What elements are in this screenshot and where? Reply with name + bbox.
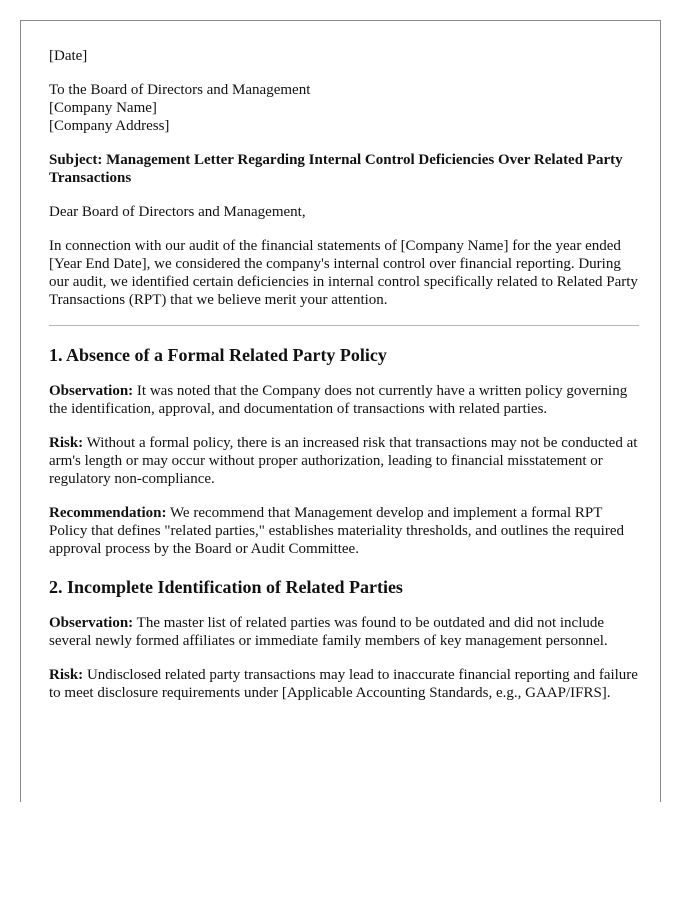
observation-label: Observation:: [49, 383, 134, 399]
subject-line: [49, 151, 639, 187]
recipient-block: [49, 81, 639, 135]
observation-label: Observation:: [49, 615, 134, 631]
subject-text: Management Letter Regarding Internal Control Deficiencies Over Related Party Transactions: [49, 152, 623, 186]
observation-paragraph-2: [49, 614, 639, 650]
observation-text: It was noted that the Company does not currently have a written policy governing the identification, approval, and documentation of transactions with related parties.: [49, 383, 628, 417]
risk-label: Risk:: [49, 435, 84, 451]
company-address-line: [Company Address]: [49, 118, 170, 134]
intro-paragraph: In connection with our audit of the financial statements of [Company Name] for the year ended [Year End Date], we considered the company's internal control over financial reporting. During our audit, we identified certain deficiencies in internal control specifically related to Related Party Transactions (RPT) that we believe merit your attention.: [49, 238, 638, 308]
risk-text: Undisclosed related party transactions may lead to inaccurate financial reporting and failure to meet disclosure requirements under [Applicable Accounting Standards, e.g., GAAP/IFRS].: [49, 667, 638, 701]
section-divider: [49, 325, 639, 326]
recommendation-paragraph-1: [49, 504, 639, 558]
risk-paragraph-2: [49, 666, 639, 702]
recommendation-label: Recommendation:: [49, 505, 167, 521]
letter-date: [Date]: [49, 48, 88, 64]
section-heading-1: 1. Absence of a Formal Related Party Policy: [49, 345, 387, 365]
risk-text: Without a formal policy, there is an increased risk that transactions may not be conducted at arm's length or may occur without proper authorization, leading to financial misstatement or regulatory non-compliance.: [49, 435, 638, 487]
recipient-line: To the Board of Directors and Management: [49, 82, 311, 98]
salutation: Dear Board of Directors and Management,: [49, 204, 306, 220]
letter-content: [49, 47, 639, 718]
company-name-line: [Company Name]: [49, 100, 157, 116]
risk-paragraph-1: [49, 434, 639, 488]
observation-text: The master list of related parties was found to be outdated and did not include several newly formed affiliates or immediate family members of key management personnel.: [49, 615, 608, 649]
risk-label: Risk:: [49, 667, 84, 683]
subject-label: Subject:: [49, 152, 103, 168]
letter-page: [20, 20, 661, 802]
recommendation-text: We recommend that Management develop and implement a formal RPT Policy that defines "related parties," establishes materiality thresholds, and outlines the required approval process by the Board or Audit Committee.: [49, 505, 625, 557]
section-heading-2: 2. Incomplete Identification of Related Parties: [49, 577, 403, 597]
observation-paragraph-1: [49, 382, 639, 418]
